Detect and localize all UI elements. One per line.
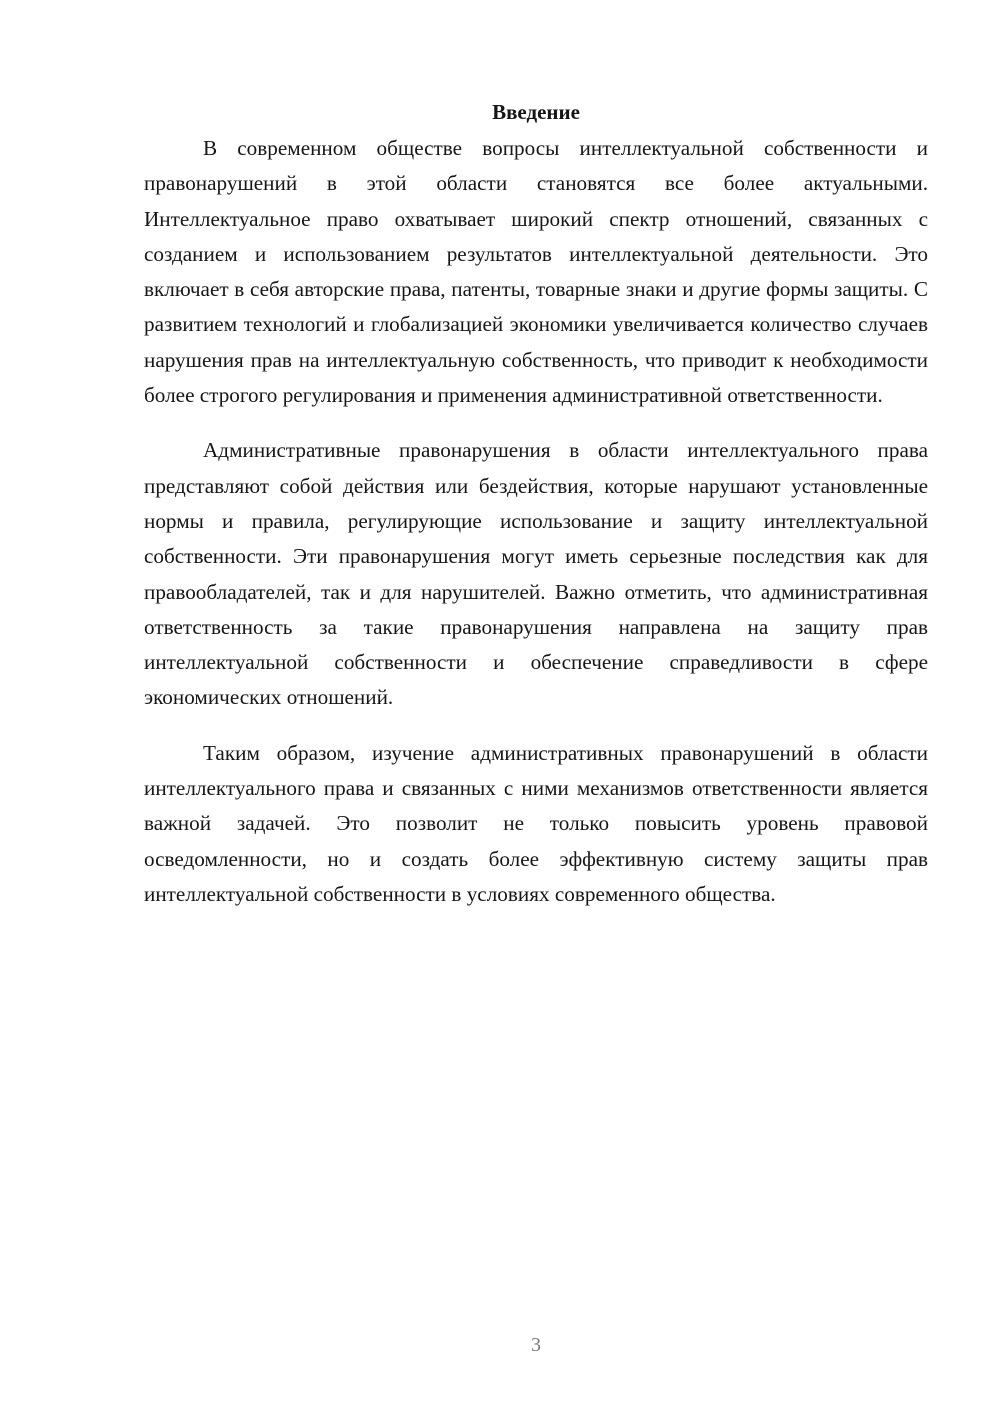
paragraph-3: Таким образом, изучение административных правонарушений в области интеллектуального права и связанных с ними механизмов ответственности является важной задачей. Это позволит не только повысить уровень правовой осведомленности, но и создать более эффективную систему защиты прав интеллектуальной собственности в условиях современного общества. — [144, 740, 928, 906]
page-body — [144, 95, 928, 912]
paragraph-1: В современном обществе вопросы интеллектуальной собственности и правонарушений в этой области становятся все более актуальными. Интеллектуальное право охватывает широкий спектр отношений, связанных с созданием и использованием результатов интеллектуальной деятельности. Это включает в себя авторские права, патенты, товарные знаки и другие формы защиты. С развитием технологий и глобализацией экономики увеличивается количество случаев нарушения прав на интеллектуальную собственность, что приводит к необходимости более строгого регулирования и применения административной ответственности. — [144, 136, 928, 408]
section-title: Введение — [492, 100, 580, 124]
page-number: 3 — [531, 1334, 541, 1356]
paragraph-2: Административные правонарушения в области интеллектуального права представляют собой действия или бездействия, которые нарушают установленные нормы и правила, регулирующие использование и защиту интеллектуальной собственности. Эти правонарушения могут иметь серьезные последствия как для правообладателей, так и для нарушителей. Важно отметить, что административная ответственность за такие правонарушения направлена на защиту прав интеллектуальной собственности и обеспечение справедливости в сфере экономических отношений. — [144, 438, 928, 710]
